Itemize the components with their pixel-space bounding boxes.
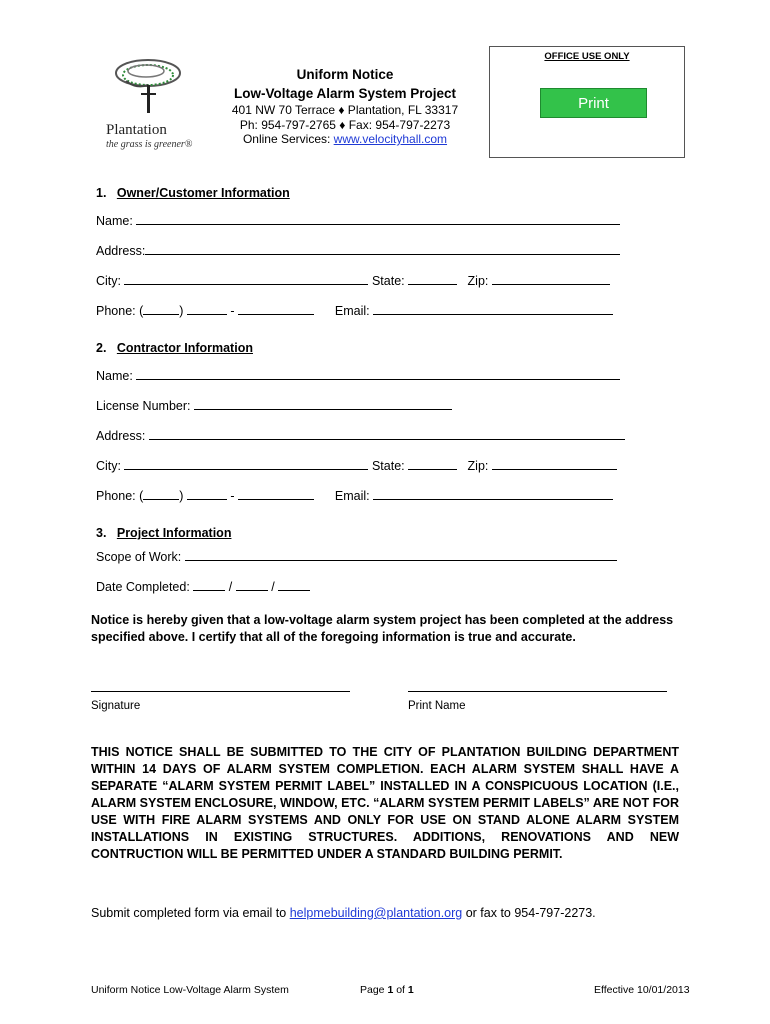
form-subtitle: Low-Voltage Alarm System Project [233,86,457,101]
section-owner-heading [96,186,290,200]
plantation-logo [100,55,200,155]
paren-close: ) [179,489,184,503]
owner-address-row [96,243,620,258]
section-number: 3. [96,526,107,540]
owner-city-field[interactable] [124,273,368,285]
section-number: 1. [96,186,107,200]
owner-address-field[interactable] [145,243,620,255]
certification-notice: Notice is hereby given that a low-voltage alarm system project has been completed at the address specified above. I certify that all of the foregoing information is true and accurate. [91,613,674,644]
contractor-email-label: Email: [334,489,370,503]
contractor-name-label: Name: [96,369,133,383]
date-month-field[interactable] [193,579,225,591]
owner-name-label: Name: [96,214,133,228]
velocityhall-link[interactable]: www.velocityhall.com [333,132,448,146]
owner-phone-row [96,303,613,318]
contractor-email-field[interactable] [373,488,613,500]
owner-zip-label: Zip: [467,274,489,288]
section-contractor-heading [96,341,253,355]
section-title: Project Information [116,526,232,540]
contractor-phone-number-field[interactable] [238,488,314,500]
submit-instructions [91,906,596,920]
logo-wordmark: Plantation [106,122,167,138]
owner-email-label: Email: [334,304,370,318]
scope-label: Scope of Work: [96,550,182,564]
section-number: 2. [96,341,107,355]
owner-state-label: State: [371,274,405,288]
contractor-license-row [96,398,452,413]
owner-state-field[interactable] [408,273,457,285]
owner-zip-field[interactable] [492,273,610,285]
section-project-heading [96,526,231,540]
footer-form-name: Uniform Notice Low-Voltage Alarm System [91,984,289,996]
page-current: 1 [387,984,394,996]
online-services-label: Online Services: [242,132,334,146]
owner-area-code-field[interactable] [143,303,179,315]
contractor-phone-row [96,488,613,503]
print-name-label: Print Name [408,700,466,712]
paren-close: ) [179,304,184,318]
contractor-phone-prefix-field[interactable] [187,488,227,500]
scope-row [96,549,617,564]
section-title: Contractor Information [116,341,253,355]
owner-city-label: City: [96,274,121,288]
contractor-zip-label: Zip: [467,459,489,473]
phone-dash: - [230,489,235,503]
date-day-field[interactable] [236,579,268,591]
signature-label: Signature [91,700,141,712]
contractor-zip-field[interactable] [492,458,617,470]
tree-icon [108,55,188,119]
owner-phone-prefix-field[interactable] [187,303,227,315]
date-completed-row [96,579,310,594]
contractor-name-row [96,368,620,383]
owner-name-row [96,213,620,228]
date-completed-label: Date Completed: [96,580,190,594]
submit-suffix: or fax to 954-797-2273. [462,906,596,920]
date-year-field[interactable] [278,579,310,591]
contractor-area-code-field[interactable] [143,488,179,500]
owner-name-field[interactable] [136,213,620,225]
footer-page-number [360,984,414,996]
contractor-address-field[interactable] [149,428,625,440]
contractor-license-field[interactable] [194,398,452,410]
contractor-address-row [96,428,625,443]
owner-phone-number-field[interactable] [238,303,314,315]
online-services [200,132,490,146]
contractor-address-label: Address: [96,429,146,443]
contractor-city-label: City: [96,459,121,473]
footer-effective-date: Effective 10/01/2013 [594,984,690,996]
owner-city-row [96,273,610,288]
scope-field[interactable] [185,549,617,561]
submit-prefix: Submit completed form via email to [91,906,290,920]
office-use-box [489,46,685,158]
date-slash: / [271,580,275,594]
email-link[interactable]: helpmebuilding@plantation.org [289,906,463,920]
print-name-line[interactable] [408,691,667,692]
office-phone-fax: Ph: 954-797-2765 ♦ Fax: 954-797-2273 [239,118,451,132]
section-title: Owner/Customer Information [116,186,290,200]
page-prefix: Page [360,984,388,996]
contractor-state-field[interactable] [408,458,457,470]
contractor-name-field[interactable] [136,368,620,380]
submission-requirements: THIS NOTICE SHALL BE SUBMITTED TO THE CITY OF PLANTATION BUILDING DEPARTMENT WITHIN 14 DAYS OF ALARM SYSTEM COMPLETION. EACH ALARM SYSTEM SHALL HAVE A SEPARATE “ALARM SYSTEM PERMIT LABEL” INSTALLED IN A CONSPICUOUS LOCATION (I.E., ALARM SYSTEM ENCLOSURE, WINDOW, ETC. “ALARM SYSTEM PERMIT LABELS” ARE NOT FOR USE WITH FIRE ALARM SYSTEMS AND ONLY FOR USE ON STAND ALONE ALARM SYSTEM INSTALLATIONS IN EXISTING STRUCTURES. ADDITIONS, RENOVATIONS AND NEW CONTRUCTION WILL BE PERMITTED UNDER A STANDARD BUILDING PERMIT. [91,745,679,861]
form-title: Uniform Notice [296,67,394,82]
owner-address-label: Address: [96,244,146,258]
owner-email-field[interactable] [373,303,613,315]
date-slash: / [228,580,233,594]
contractor-city-row [96,458,617,473]
phone-dash: - [230,304,235,318]
contractor-state-label: State: [371,459,405,473]
office-use-label: OFFICE USE ONLY [544,51,630,62]
signature-line[interactable] [91,691,350,692]
logo-tagline: the grass is greener® [106,139,193,150]
contractor-license-label: License Number: [96,399,191,413]
owner-phone-label: Phone: ( [96,304,144,318]
office-address: 401 NW 70 Terrace ♦ Plantation, FL 33317 [231,103,459,117]
print-button[interactable]: Print [540,88,647,118]
contractor-city-field[interactable] [124,458,368,470]
page-of: of [393,984,408,996]
page-total: 1 [407,984,414,996]
contractor-phone-label: Phone: ( [96,489,144,503]
